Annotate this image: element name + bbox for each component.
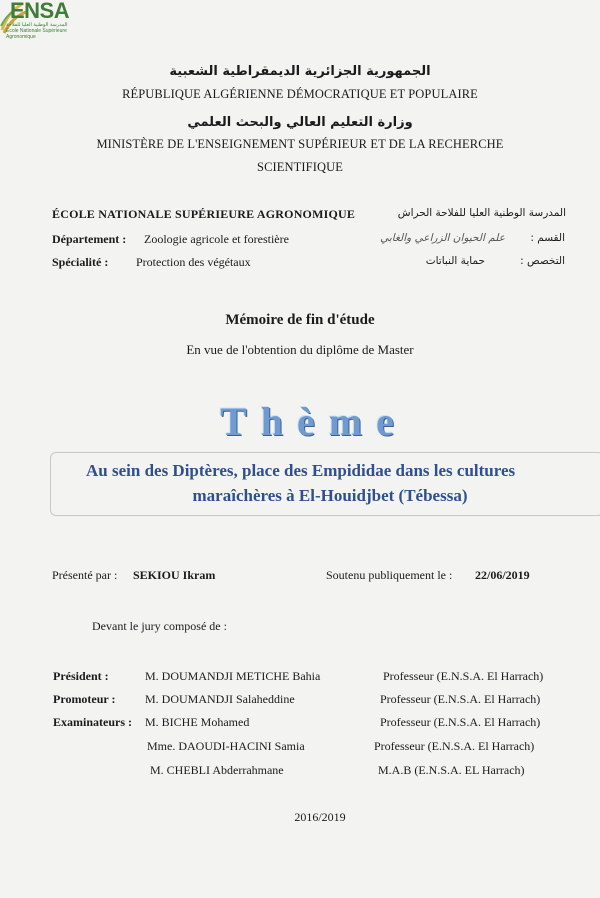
school-name-arabic: المدرسة الوطنية العليا للفلاحة الحراش bbox=[397, 207, 566, 219]
ministry-arabic: وزارة التعليم العالي والبحث العلمي bbox=[187, 115, 413, 130]
presented-by-value: SEKIOU Ikram bbox=[133, 568, 216, 582]
jury-title: Professeur (E.N.S.A. El Harrach) bbox=[383, 669, 544, 683]
logo-text: ENSA bbox=[10, 0, 70, 23]
jury-role: Examinateurs : bbox=[53, 715, 132, 729]
jury-role: Président : bbox=[53, 669, 109, 683]
subject-line1: Au sein des Diptères, place des Empididae dans les cultures bbox=[86, 461, 516, 480]
academic-year: 2016/2019 bbox=[294, 810, 346, 824]
republic-french: RÉPUBLIQUE ALGÉRIENNE DÉMOCRATIQUE ET POPULAIRE bbox=[122, 87, 478, 101]
jury-title: Professeur (E.N.S.A. El Harrach) bbox=[380, 715, 541, 729]
jury-role: Promoteur : bbox=[53, 692, 116, 706]
jury-title: Professeur (E.N.S.A. El Harrach) bbox=[380, 692, 541, 706]
department-label-arabic: القسم : bbox=[530, 232, 565, 244]
jury-name: M. CHEBLI Abderrahmane bbox=[150, 763, 284, 777]
ministry-french-line2: SCIENTIFIQUE bbox=[257, 160, 343, 174]
department-value-arabic: علم الحيوان الزراعي والغابي bbox=[380, 232, 505, 244]
department-label: Département : bbox=[52, 232, 127, 246]
jury-name: M. DOUMANDJI Salaheddine bbox=[145, 692, 295, 706]
speciality-label-arabic: التخصص : bbox=[520, 255, 565, 267]
speciality-value-arabic: حماية النباتات bbox=[425, 255, 485, 267]
republic-arabic: الجمهورية الجزائرية الديمقراطية الشعبية bbox=[169, 64, 431, 79]
jury-name: M. BICHE Mohamed bbox=[145, 715, 250, 729]
theme-heading: Thème bbox=[220, 399, 408, 444]
jury-title: Professeur (E.N.S.A. El Harrach) bbox=[374, 739, 535, 753]
jury-name: Mme. DAOUDI-HACINI Samia bbox=[147, 739, 305, 753]
logo-subtitle-ar: المدرسة الوطنية العليا للفلاحة bbox=[6, 22, 68, 28]
ensa-logo bbox=[0, 0, 96, 40]
ministry-french-line1: MINISTÈRE DE L'ENSEIGNEMENT SUPÉRIEUR ET DE LA RECHERCHE bbox=[96, 137, 504, 151]
jury-intro: Devant le jury composé de : bbox=[92, 619, 227, 633]
speciality-label: Spécialité : bbox=[52, 255, 109, 269]
speciality-value: Protection des végétaux bbox=[136, 255, 251, 269]
jury-name: M. DOUMANDJI METICHE Bahia bbox=[145, 669, 321, 683]
defended-date: 22/06/2019 bbox=[475, 568, 530, 582]
defended-label: Soutenu publiquement le : bbox=[326, 568, 453, 582]
department-value: Zoologie agricole et forestière bbox=[144, 232, 289, 246]
school-name-french: ÉCOLE NATIONALE SUPÉRIEURE AGRONOMIQUE bbox=[52, 207, 356, 221]
subject-line2: maraîchères à El-Houidjbet (Tébessa) bbox=[192, 486, 468, 505]
presented-by-label: Présenté par : bbox=[52, 568, 118, 582]
jury-title: M.A.B (E.N.S.A. EL Harrach) bbox=[378, 763, 525, 777]
memoire-title: Mémoire de fin d'étude bbox=[225, 312, 375, 328]
logo-subtitle-fr: École Nationale Supérieure Agronomique bbox=[6, 28, 67, 40]
memoire-subtitle: En vue de l'obtention du diplôme de Master bbox=[186, 342, 414, 357]
